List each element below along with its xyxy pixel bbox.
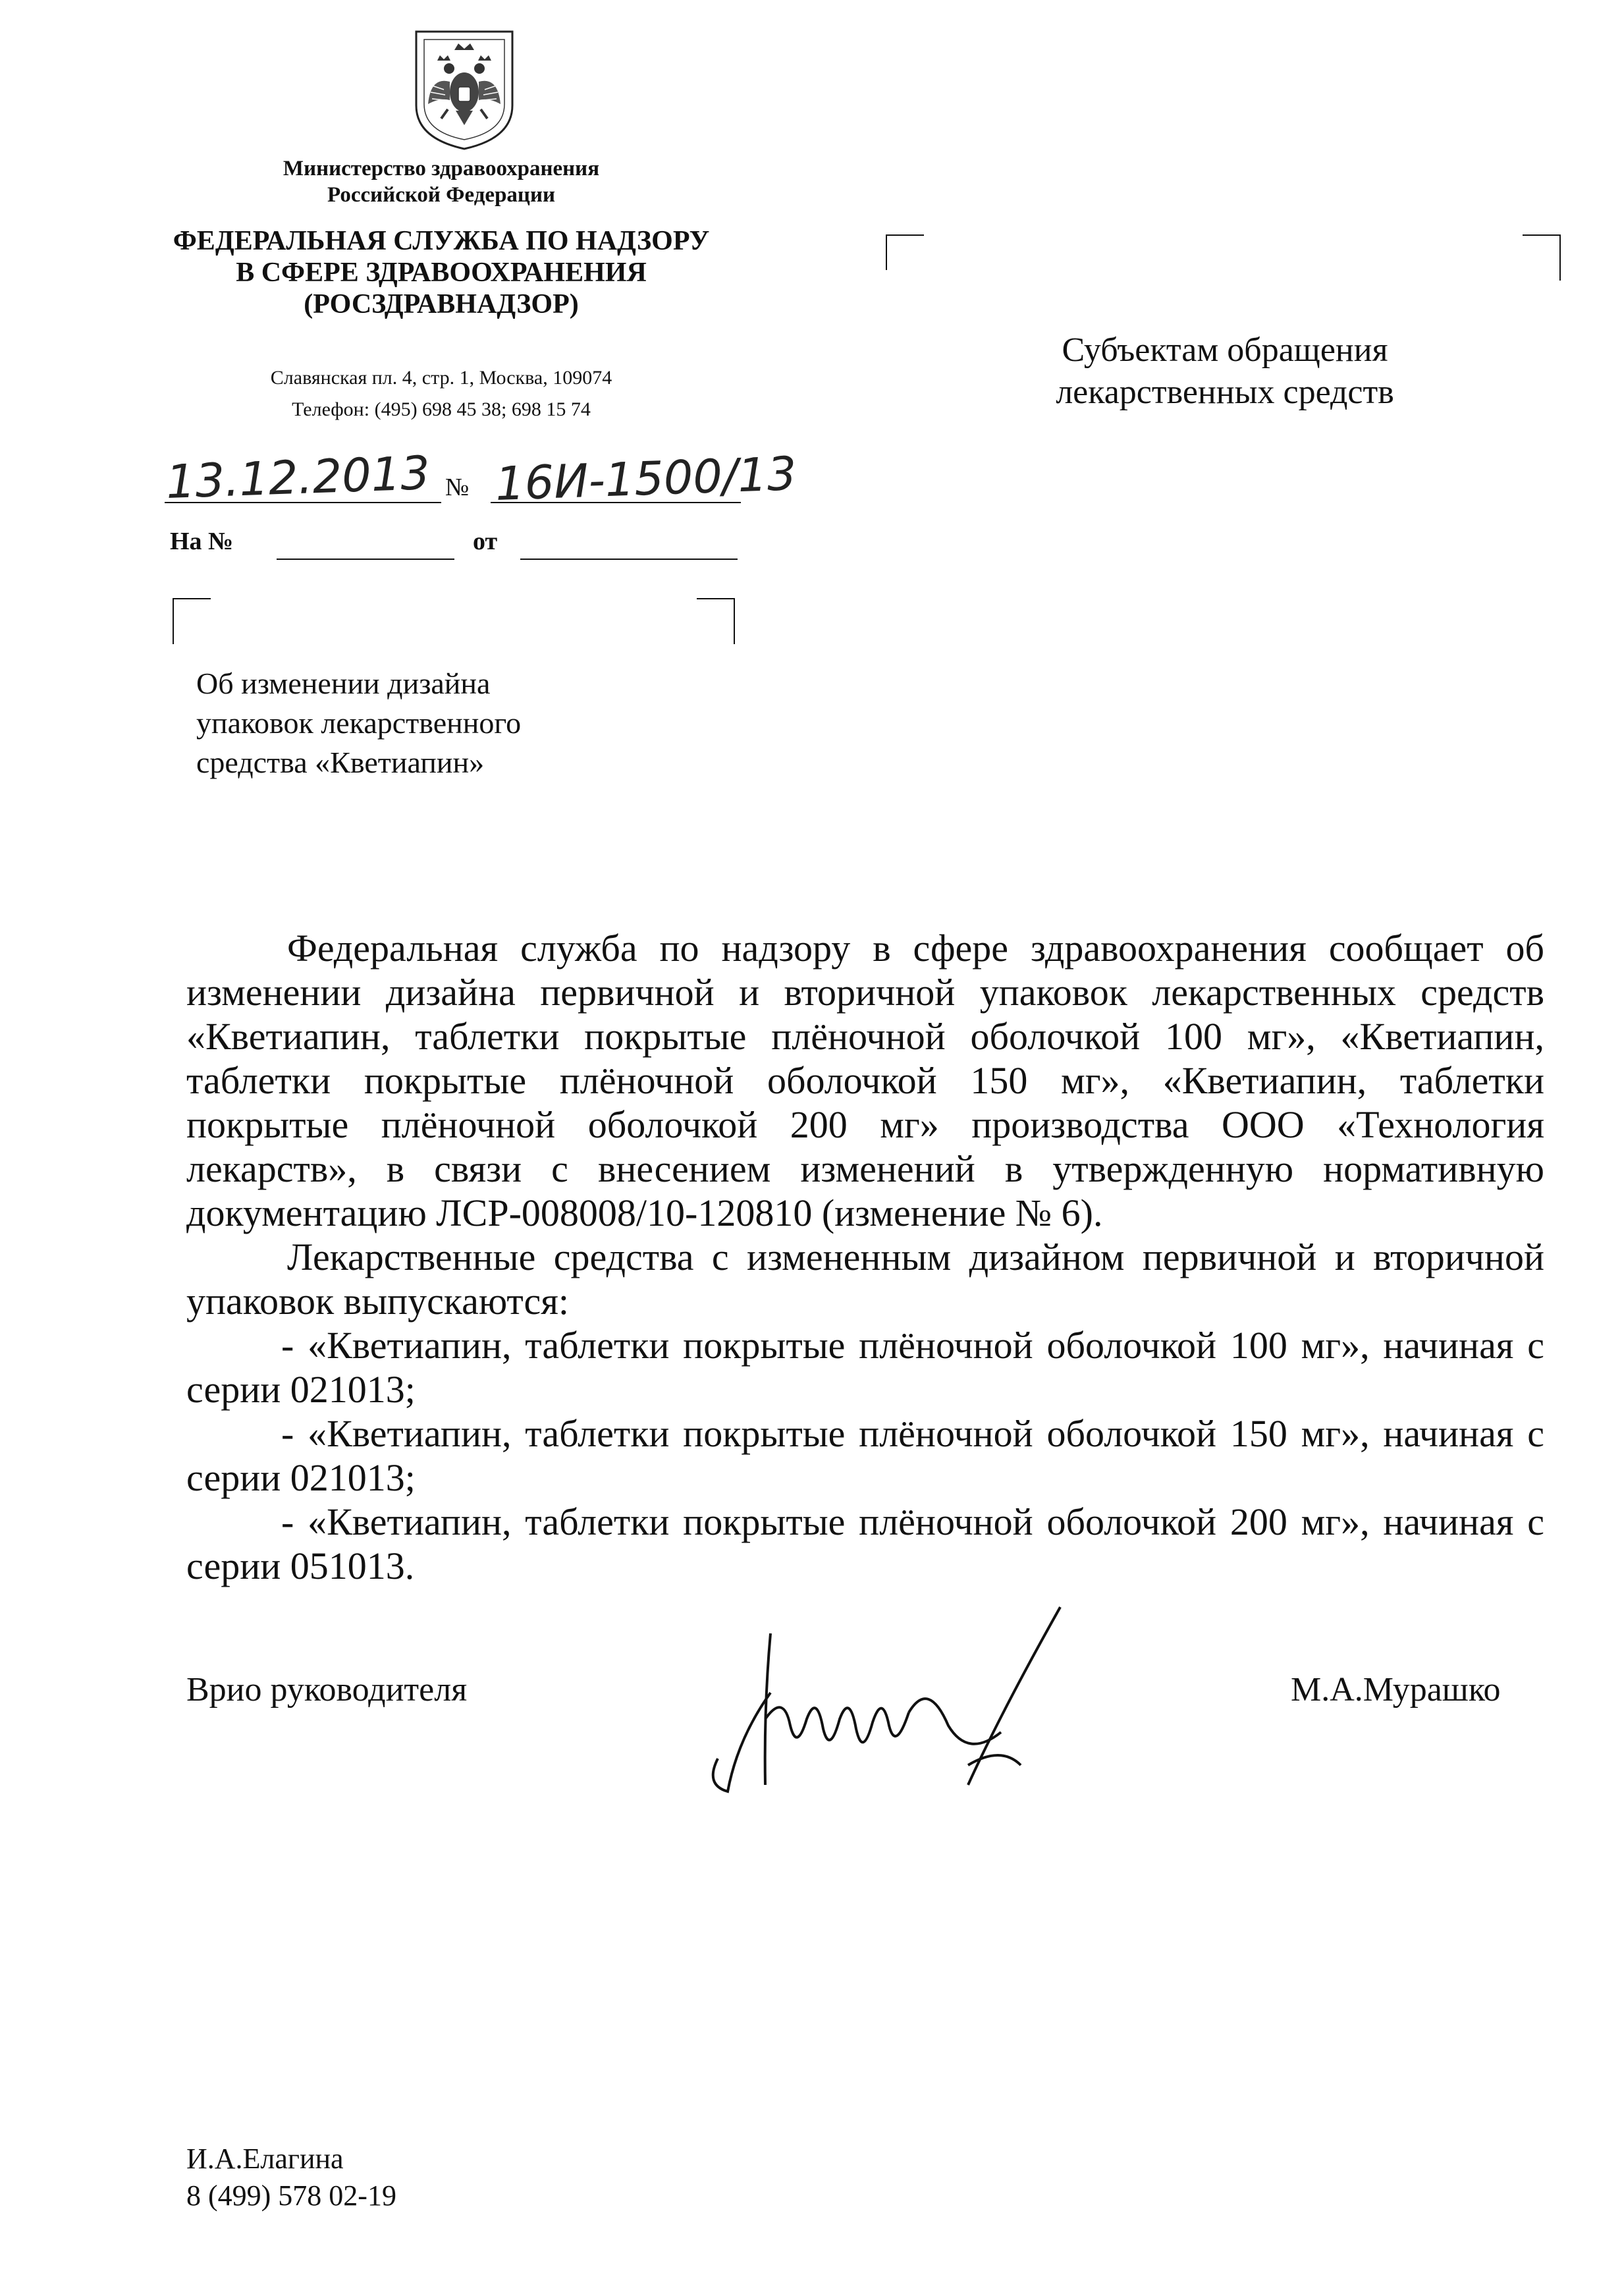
service-line-3: (РОСЗДРАВНАДЗОР) [304,289,579,319]
addressee [1001,329,1449,414]
reply-to-line [277,559,454,560]
from-label: от [473,528,498,555]
reg-number: 16И-1500/13 [494,447,797,511]
body-list-item-3: - «Кветиапин, таблетки покрытые плёночной оболочкой 200 мг», начиная с серии 051013. [186,1500,1544,1587]
ministry-name [217,155,665,208]
body-paragraph-1: Федеральная служба по надзору в сфере здравоохранения сообщает об изменении дизайна первичной и вторичной упаковок лекарственных средств «Кветиапин, таблетки покрытые плёночной оболочкой 100 мг», «Кветиапин, таблетки покрытые плёночной оболочкой 150 мг», «Кветиапин, таблетки покрытые плёночной оболочкой 200 мг» производства ООО «Технология лекарств», в связи с внесением изменений в утвержденную нормативную документацию ЛСР-008008/10-120810 (изменение № 6). [186,927,1544,1234]
subject-line-2: упаковок лекарственного [196,706,522,740]
subject-corner-right [697,598,735,644]
subject-line-3: средства «Кветиапин» [196,746,485,779]
executor-phone: 8 (499) 578 02-19 [186,2179,396,2212]
letter-body [186,926,1544,1588]
ministry-line-2: Российской Федерации [327,183,555,207]
reply-to-label: На № [170,528,234,555]
body-paragraph-2: Лекарственные средства с измененным дизайном первичной и вторичной упаковок выпускаются: [186,1236,1544,1323]
subject-line-1: Об изменении дизайна [196,667,491,700]
body-list-item-1: - «Кветиапин, таблетки покрытые плёночной оболочкой 100 мг», начиная с серии 021013; [186,1324,1544,1411]
service-line-1: ФЕДЕРАЛЬНАЯ СЛУЖБА ПО НАДЗОРУ [173,226,710,256]
ministry-line-1: Министерство здравоохранения [283,157,600,180]
phone: Телефон: (495) 698 45 38; 698 15 74 [292,398,591,420]
subject-corner-left [173,598,211,644]
signatory-position: Врио руководителя [186,1671,468,1708]
executor-name: И.А.Елагина [186,2143,344,2175]
reg-date-underline [165,502,441,503]
address: Славянская пл. 4, стр. 1, Москва, 109074 [270,367,612,389]
addressee-corner-left [886,234,924,270]
signatory-name: М.А.Мурашко [1291,1671,1501,1708]
from-line [520,559,738,560]
service-line-2: В СФЕРЕ ЗДРАВООХРАНЕНИЯ [236,258,647,288]
body-list-item-2: - «Кветиапин, таблетки покрытые плёночной оболочкой 150 мг», начиная с серии 021013; [186,1412,1544,1499]
service-name [142,225,741,320]
reg-date: 13.12.2013 [165,446,431,509]
handwritten-signature-icon [691,1594,1087,1805]
executor-info [186,2141,396,2214]
number-sign: № [445,474,470,501]
subject [196,664,657,782]
addressee-line-1: Субъектам обращения [1062,331,1388,369]
addressee-corner-right [1523,234,1561,281]
addressee-line-2: лекарственных средств [1056,373,1394,411]
coat-of-arms-icon [408,26,520,151]
reg-number-underline [491,502,741,503]
contact-info [198,362,685,425]
